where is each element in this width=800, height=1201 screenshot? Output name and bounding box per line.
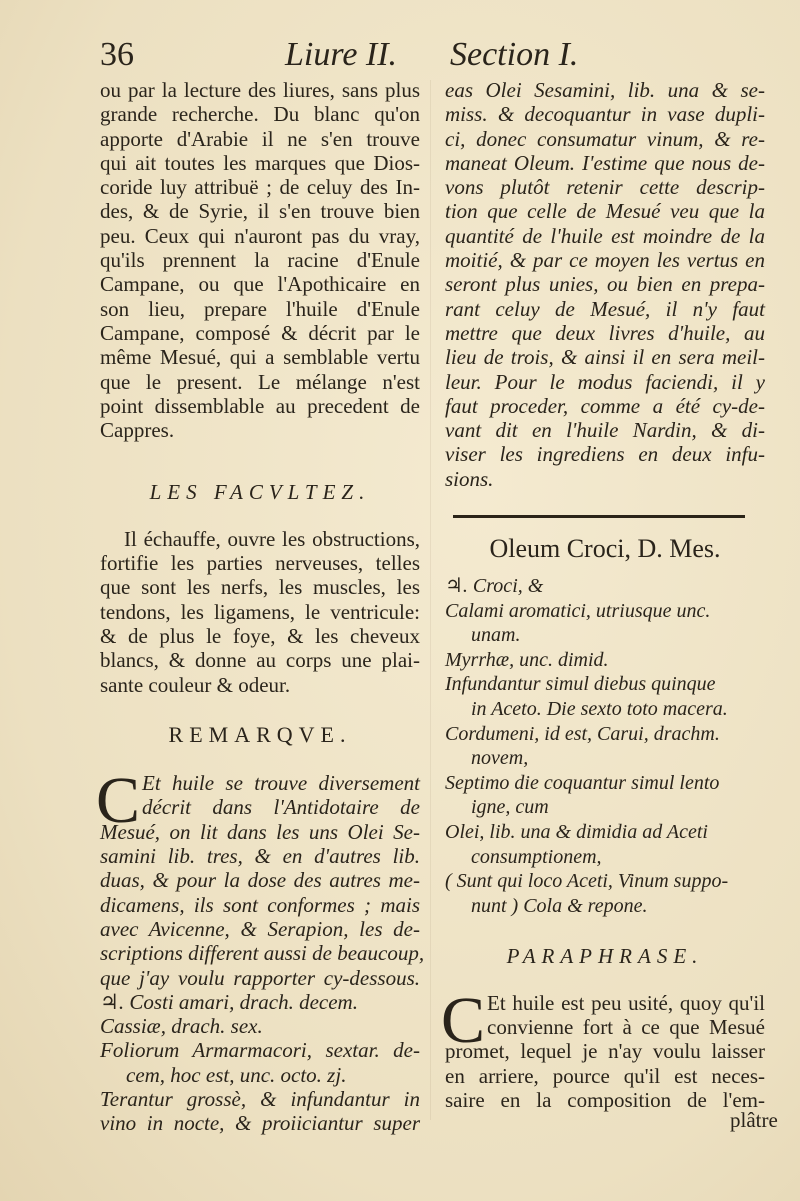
recipe-line: in Aceto. Die sexto toto macera. — [471, 698, 728, 721]
text-line: ci, donec consumatur vinum, & re- — [445, 126, 765, 151]
left-column — [96, 78, 425, 1136]
recipe-line: novem, — [471, 747, 529, 770]
text-line: lieu de trois, & ainsi il en sera meil- — [445, 345, 765, 370]
text-line: dicamens, ils sont conformes ; mais — [100, 892, 420, 917]
recipe-line: igne, cum — [471, 796, 549, 819]
text-line: que j'ay voulu rapporter cy-dessous. — [100, 965, 420, 990]
text-line: duas, & pour la dose des autres me- — [100, 868, 420, 893]
text-line: seront plus unies, ou bien en prepa- — [445, 272, 765, 297]
text-line: en arriere, pource qu'il est neces- — [445, 1063, 765, 1088]
text-line: qui ait toutes les marques que Dios- — [100, 150, 420, 175]
text-line: maneat Oleum. I'estime que nous de- — [445, 150, 765, 175]
text-line: même Mesué, qui a semblable vertu — [100, 345, 420, 370]
text-line: Cassiæ, drach. sex. — [100, 1014, 263, 1039]
text-line: apporte d'Arabie il ne s'en trouve — [100, 126, 420, 151]
recipe-line: ♃. Croci, & — [445, 575, 544, 598]
text-line: viser les ingrediens en deux infu- — [445, 442, 765, 467]
text-line: Et huile est peu usité, quoy qu'il — [487, 990, 765, 1015]
text-line: ♃. Costi amari, drach. decem. — [100, 989, 358, 1014]
left-paragraph-2 — [100, 527, 420, 697]
text-line: que sont les nerfs, les muscles, les — [100, 575, 420, 600]
recipe-title: Oleum Croci, D. Mes. — [489, 534, 721, 564]
catchword: plâtre — [730, 1108, 778, 1132]
paraphrase-block — [441, 983, 765, 1112]
recipe-line: nunt ) Cola & repone. — [471, 894, 648, 917]
text-line: Campane, ou que l'Apothicaire en — [100, 272, 420, 297]
text-line: faut proceder, comme a été cy-de- — [445, 393, 765, 418]
text-line: que le present. Le mélange n'est — [100, 369, 420, 394]
text-line: vons plutôt retenir cette descrip- — [445, 175, 765, 200]
text-line: avec Avicenne, & Serapion, les de- — [100, 916, 420, 941]
text-line: des, & de Syrie, il s'en trouve bien — [100, 199, 420, 224]
text-line: Foliorum Armarmacori, sextar. de- — [100, 1038, 420, 1063]
text-line: miss. & decoquantur in vase dupli- — [445, 102, 765, 127]
text-line: qu'ils prennent la racine d'Enule — [100, 248, 420, 273]
text-line: rant celuy de Mesué, il n'y faut — [445, 296, 765, 321]
text-line: mettre que deux livres d'huile, au — [445, 320, 765, 345]
book-title: Liure II. — [285, 36, 398, 73]
text-line: vant dit en l'huile Nardin, & di- — [445, 418, 765, 443]
text-line: & de plus le foye, & les cheveux — [100, 623, 420, 648]
text-line: sions. — [445, 466, 494, 491]
heading-facultez: LES FACVLTEZ. — [149, 480, 371, 505]
text-line: son lieu, prepare l'huile d'Enule — [100, 296, 420, 321]
text-line: Cappres. — [100, 418, 175, 443]
recipe-line: Olei, lib. una & dimidia ad Aceti — [445, 820, 708, 843]
recipe-line: ( Sunt qui loco Aceti, Vinum suppo- — [445, 870, 729, 893]
text-line: Campane, composé & décrit par le — [100, 320, 420, 345]
text-line: sante couleur & odeur. — [100, 672, 291, 697]
text-line: eas Olei Sesamini, lib. una & se- — [445, 78, 765, 102]
recipe-line: Infundantur simul diebus quinque — [445, 673, 716, 696]
text-line: Il échauffe, ouvre les obstructions, — [124, 526, 420, 551]
text-line: blancs, & donne au corps une plai- — [100, 648, 420, 673]
page-number: 36 — [100, 36, 134, 73]
text-line: vino in nocte, & proiiciantur super — [100, 1111, 420, 1136]
text-line: Et huile se trouve diversement — [142, 771, 420, 796]
text-line: Mesué, on lit dans les uns Olei Se- — [100, 819, 420, 844]
recipe-line: Cordumeni, id est, Carui, drachm. — [445, 722, 720, 745]
text-line: cem, hoc est, unc. octo. zj. — [126, 1062, 347, 1087]
text-line: scriptions different aussi de beaucoup, — [100, 941, 425, 966]
recipe-line: unam. — [471, 624, 521, 647]
text-line: tion que celle de Mesué veu que la — [445, 199, 765, 224]
text-line: promet, lequel je n'ay voulu laisser — [445, 1039, 765, 1064]
text-line: quantité de l'huile est moindre de la — [445, 223, 765, 248]
text-line: décrit dans l'Antidotaire de — [142, 795, 420, 820]
text-line: coride luy attribuë ; de celuy des In- — [100, 175, 420, 200]
section-title: Section I. — [450, 36, 579, 73]
drop-cap: C — [441, 983, 486, 1057]
remarque-block — [96, 764, 425, 1136]
drop-cap: C — [96, 764, 141, 838]
heading-paraphrase: PARAPHRASE. — [506, 944, 704, 969]
text-line: grande recherche. Du blanc qu'on — [100, 102, 420, 127]
text-line: leur. Pour le modus faciendi, il y — [445, 369, 765, 394]
text-line: peu. Ceux qui n'auront pas du vray, — [100, 223, 420, 248]
left-paragraph-1 — [100, 78, 420, 442]
recipe-list — [445, 574, 765, 918]
running-head — [0, 28, 800, 78]
right-column — [441, 78, 765, 1112]
recipe-line: consumptionem, — [471, 845, 602, 868]
text-line: fortifie les parties nerveuses, telles — [100, 551, 420, 576]
text-line: samini lib. tres, & en d'autres lib. — [100, 844, 420, 869]
text-line: convienne fort à ce que Mesué — [487, 1014, 765, 1039]
text-line: saire en la composition de l'em- — [445, 1087, 765, 1112]
recipe-line: Calami aromatici, utriusque unc. — [445, 599, 711, 622]
recipe-line: Septimo die coquantur simul lento — [445, 771, 720, 794]
recipe-line: Myrrhæ, unc. dimid. — [445, 648, 609, 671]
heading-remarque: REMARQVE. — [168, 721, 352, 747]
text-line: Terantur grossè, & infundantur in — [100, 1086, 420, 1111]
text-line: tendons, les ligamens, le ventricule: — [100, 599, 420, 624]
right-paragraph-1 — [445, 78, 765, 491]
text-line: point dissemblable au precedent de — [100, 393, 420, 418]
text-line: ou par la lecture des liures, sans plus — [100, 78, 420, 102]
column-divider — [430, 80, 431, 1120]
text-line: moitié, & par ce moyen les vertus en — [445, 248, 765, 273]
section-rule — [453, 515, 745, 518]
